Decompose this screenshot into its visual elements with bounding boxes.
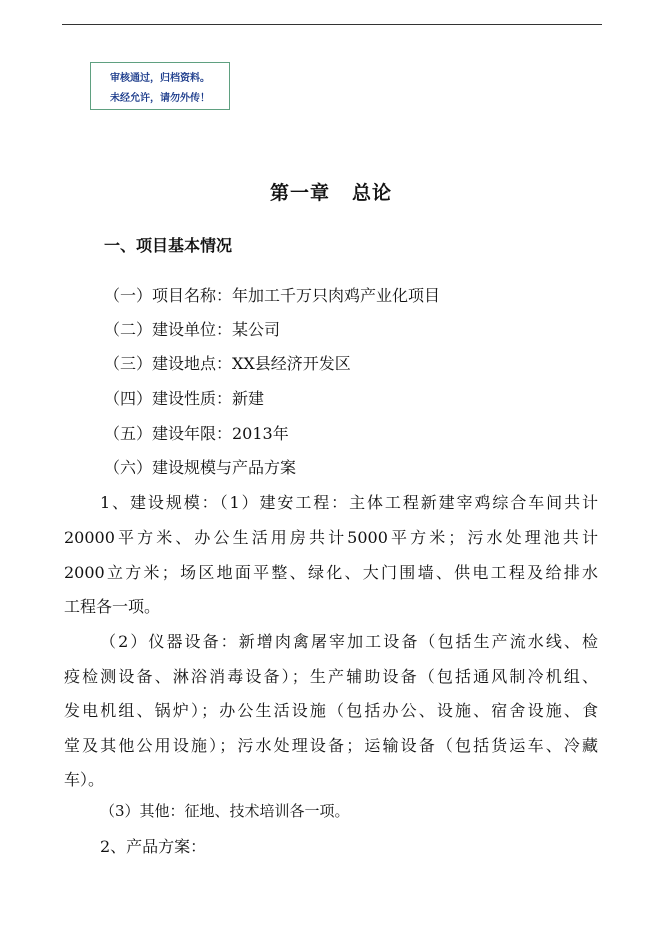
paragraph-line: 疫检测设备、淋浴消毒设备）；生产辅助设备（包括通风制冷机组、 (64, 667, 598, 686)
paragraph-line: 工程各一项。 (64, 597, 161, 616)
chapter-heading (0, 178, 662, 205)
paragraph-line: （2）仪器设备：新增肉禽屠宰加工设备（包括生产流水线、检 (100, 632, 598, 651)
paragraph-line: 车）。 (64, 770, 105, 789)
item-construction-nature: （四）建设性质：新建 (104, 389, 265, 408)
item-construction-unit: （二）建设单位：某公司 (104, 320, 281, 339)
paragraph-line: 2000立方米；场区地面平整、绿化、大门围墙、供电工程及给排水 (64, 563, 598, 582)
chapter-title: 总论 (352, 182, 393, 204)
paragraph-product-plan: 2、产品方案： (100, 837, 207, 856)
item-construction-site: （三）建设地点：XX县经济开发区 (104, 354, 351, 373)
paragraph-line: 发电机组、锅炉）；办公生活设施（包括办公、设施、宿舍设施、食 (64, 701, 598, 720)
paragraph-line: 堂及其他公用设施）；污水处理设备；运输设备（包括货运车、冷藏 (64, 736, 598, 755)
stamp-line-1: 审核通过，归档资料。 (110, 73, 210, 84)
confidential-stamp (90, 62, 230, 110)
paragraph-line: 1、建设规模：（1）建安工程：主体工程新建宰鸡综合车间共计 (100, 493, 598, 512)
item-scale-and-plan: （六）建设规模与产品方案 (104, 458, 297, 477)
section-heading: 一、项目基本情况 (104, 236, 233, 255)
chapter-number: 第一章 (269, 182, 330, 204)
item-construction-period: （五）建设年限：2013年 (104, 424, 289, 443)
item-project-name: （一）项目名称：年加工千万只肉鸡产业化项目 (104, 286, 441, 305)
paragraph-other: （3）其他：征地、技术培训各一项。 (100, 802, 350, 820)
stamp-line-2: 未经允许，请勿外传！ (110, 93, 210, 104)
header-rule (62, 24, 602, 25)
paragraph-line: 20000平方米、办公生活用房共计5000平方米；污水处理池共计 (64, 528, 598, 547)
